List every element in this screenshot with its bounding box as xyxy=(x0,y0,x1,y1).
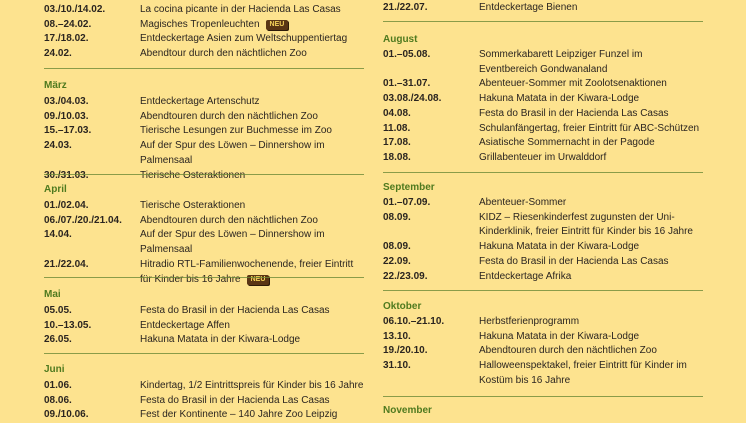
event-date: 01./02.04. xyxy=(44,200,89,211)
event-date: 31.10. xyxy=(383,360,411,372)
event-row xyxy=(44,258,364,287)
event-row xyxy=(383,122,703,137)
event-row xyxy=(383,107,703,122)
event-row xyxy=(44,333,364,348)
event-title: Entdeckertage Asien zum Weltschuppentiertag xyxy=(140,33,348,45)
event-title: Halloweenspektakel, freier Eintritt für Kinder im Kostüm bis 16 Jahre xyxy=(479,360,687,386)
event-date: 22.09. xyxy=(383,255,411,267)
section-divider xyxy=(44,277,364,278)
event-title: Auf der Spur des Löwen – Dinnershow im Palmensaal xyxy=(140,140,325,166)
section-november xyxy=(383,404,703,418)
event-row xyxy=(383,255,703,270)
event-date: 01.–31.07. xyxy=(383,78,431,90)
event-title: Festa do Brasil in der Hacienda Las Casas xyxy=(479,107,669,119)
event-date: 09./10.06. xyxy=(44,409,89,421)
event-title: Festa do Brasil in der Hacienda Las Casas xyxy=(140,394,330,406)
event-title: Entdeckertage Artenschutz xyxy=(140,96,260,107)
event-row xyxy=(44,124,364,139)
event-date: 01.06. xyxy=(44,380,72,391)
event-date: 05.05. xyxy=(44,305,72,316)
event-date: 03./04.03. xyxy=(44,96,89,107)
event-title: Abendtouren durch den nächtlichen Zoo xyxy=(140,214,318,226)
event-row xyxy=(383,48,703,77)
event-title: Entdeckertage Bienen xyxy=(479,2,578,13)
event-row xyxy=(44,47,364,62)
event-date: 26.05. xyxy=(44,334,72,346)
event-row xyxy=(383,136,703,151)
month-heading: März xyxy=(44,80,67,91)
event-title: Hakuna Matata in der Kiwara-Lodge xyxy=(479,93,640,105)
event-date: 11.08. xyxy=(383,122,411,134)
event-date: 03.08./24.08. xyxy=(383,93,442,105)
event-row xyxy=(44,139,364,168)
event-date: 10.–13.05. xyxy=(44,319,92,331)
event-title: Abendtouren durch den nächtlichen Zoo xyxy=(479,345,657,357)
event-row xyxy=(383,1,703,16)
event-date: 24.02. xyxy=(44,48,72,60)
event-row xyxy=(44,379,364,394)
event-date: 01.–05.08. xyxy=(383,49,431,60)
month-heading: Mai xyxy=(44,289,61,300)
event-row xyxy=(383,270,703,285)
event-row xyxy=(383,151,703,166)
event-title: Festa do Brasil in der Hacienda Las Casas xyxy=(140,305,330,316)
section-divider xyxy=(383,396,703,397)
event-title: Tierische Lesungen zur Buchmesse im Zoo xyxy=(140,125,332,137)
section-divider xyxy=(44,174,364,175)
event-title: Hitradio RTL-Familienwochenende, freier Eintritt für Kinder bis 16 Jahre xyxy=(140,258,354,285)
section-divider xyxy=(44,68,364,69)
event-title: Magisches Tropenleuchten xyxy=(140,18,260,30)
event-row xyxy=(44,214,364,229)
event-title: Schulanfängertag, freier Eintritt für ABC-Schützen xyxy=(479,122,700,134)
month-heading: November xyxy=(383,405,432,416)
month-heading: August xyxy=(383,34,418,45)
event-title: Festa do Brasil in der Hacienda Las Casas xyxy=(479,255,669,267)
event-date: 06./07./20./21.04. xyxy=(44,214,122,226)
event-date: 04.08. xyxy=(383,107,411,119)
event-row xyxy=(383,344,703,359)
section-divider xyxy=(383,172,703,173)
event-row xyxy=(383,315,703,330)
section-august xyxy=(383,33,703,166)
event-title: Tierische Osteraktionen xyxy=(140,200,246,211)
month-heading: September xyxy=(383,182,435,193)
event-date: 13.10. xyxy=(383,330,411,342)
event-row xyxy=(44,95,364,110)
event-row xyxy=(383,92,703,107)
section-divider xyxy=(383,21,703,22)
event-title: Hakuna Matata in der Kiwara-Lodge xyxy=(140,334,301,346)
event-date: 21./22.04. xyxy=(44,258,89,270)
event-row xyxy=(383,240,703,255)
event-row xyxy=(383,359,703,388)
event-title: Abendtouren durch den nächtlichen Zoo xyxy=(140,110,318,122)
event-row xyxy=(44,18,364,33)
event-date: 18.08. xyxy=(383,151,411,163)
event-date: 09./10.03. xyxy=(44,110,89,122)
event-row xyxy=(44,304,364,319)
event-title: Sommerkabarett Leipziger Funzel im Eventbereich Gondwanaland xyxy=(479,49,643,75)
event-title: Grillabenteuer im Urwalddorf xyxy=(479,151,607,163)
event-row xyxy=(44,3,364,18)
event-date: 08.06. xyxy=(44,394,72,406)
month-heading: Juni xyxy=(44,364,65,375)
event-row xyxy=(44,32,364,47)
event-date: 15.–17.03. xyxy=(44,125,92,137)
event-title: Entdeckertage Affen xyxy=(140,319,230,331)
section-divider xyxy=(44,353,364,354)
event-title: KIDZ – Riesenkinderfest zugunsten der Uni-Kinderklinik, freier Eintritt für Kinder bis 16 Jahre xyxy=(479,211,693,238)
event-date: 30./31.03. xyxy=(44,169,89,181)
event-title: Abenteuer-Sommer xyxy=(479,197,567,208)
month-heading: April xyxy=(44,184,67,195)
february-rows xyxy=(44,3,364,62)
event-date: 17.08. xyxy=(383,137,411,149)
section-divider xyxy=(383,290,703,291)
new-badge: NEU xyxy=(266,20,289,30)
event-title: Herbstferienprogramm xyxy=(479,316,580,327)
section-march xyxy=(44,79,364,183)
event-date: 14.04. xyxy=(44,229,72,241)
event-date: 21./22.07. xyxy=(383,2,428,13)
event-date: 22./23.09. xyxy=(383,270,428,282)
event-row xyxy=(383,77,703,92)
new-badge: NEU xyxy=(247,275,270,285)
event-row xyxy=(44,169,364,184)
event-row xyxy=(383,330,703,345)
section-april xyxy=(44,183,364,287)
event-row xyxy=(44,408,364,423)
event-title: Tierische Osteraktionen xyxy=(140,169,246,181)
event-title: Abendtour durch den nächtlichen Zoo xyxy=(140,48,307,60)
event-row xyxy=(44,110,364,125)
section-september xyxy=(383,181,703,284)
event-title: Hakuna Matata in der Kiwara-Lodge xyxy=(479,241,640,253)
event-title: La cocina picante in der Hacienda Las Casas xyxy=(140,4,341,15)
event-date: 17./18.02. xyxy=(44,33,89,45)
event-date: 08.09. xyxy=(383,241,411,253)
event-date: 06.10.–21.10. xyxy=(383,316,445,327)
july-rows xyxy=(383,1,703,16)
section-october xyxy=(383,300,703,389)
event-title: Asiatische Sommernacht in der Pagode xyxy=(479,137,655,149)
event-title: Fest der Kontinente – 140 Jahre Zoo Leipzig xyxy=(140,409,338,421)
section-june xyxy=(44,363,364,423)
event-row xyxy=(383,211,703,240)
event-date: 03./10./14.02. xyxy=(44,4,106,15)
event-title: Auf der Spur des Löwen – Dinnershow im Palmensaal xyxy=(140,229,325,256)
event-title: Kindertag, 1/2 Eintrittspreis für Kinder bis 16 Jahre xyxy=(140,380,364,391)
event-title: Hakuna Matata in der Kiwara-Lodge xyxy=(479,330,640,342)
event-title: Entdeckertage Afrika xyxy=(479,270,572,282)
event-row xyxy=(44,228,364,257)
event-date: 19./20.10. xyxy=(383,345,428,357)
event-row xyxy=(383,196,703,211)
event-date: 24.03. xyxy=(44,140,72,152)
month-heading: Oktober xyxy=(383,301,422,312)
event-row xyxy=(44,199,364,214)
event-date: 08.–24.02. xyxy=(44,18,92,30)
event-date: 08.09. xyxy=(383,211,411,223)
section-may xyxy=(44,288,364,348)
event-date: 01.–07.09. xyxy=(383,197,431,208)
event-row xyxy=(44,394,364,409)
event-title: Abenteuer-Sommer mit Zoolotsenaktionen xyxy=(479,78,667,90)
event-row xyxy=(44,319,364,334)
